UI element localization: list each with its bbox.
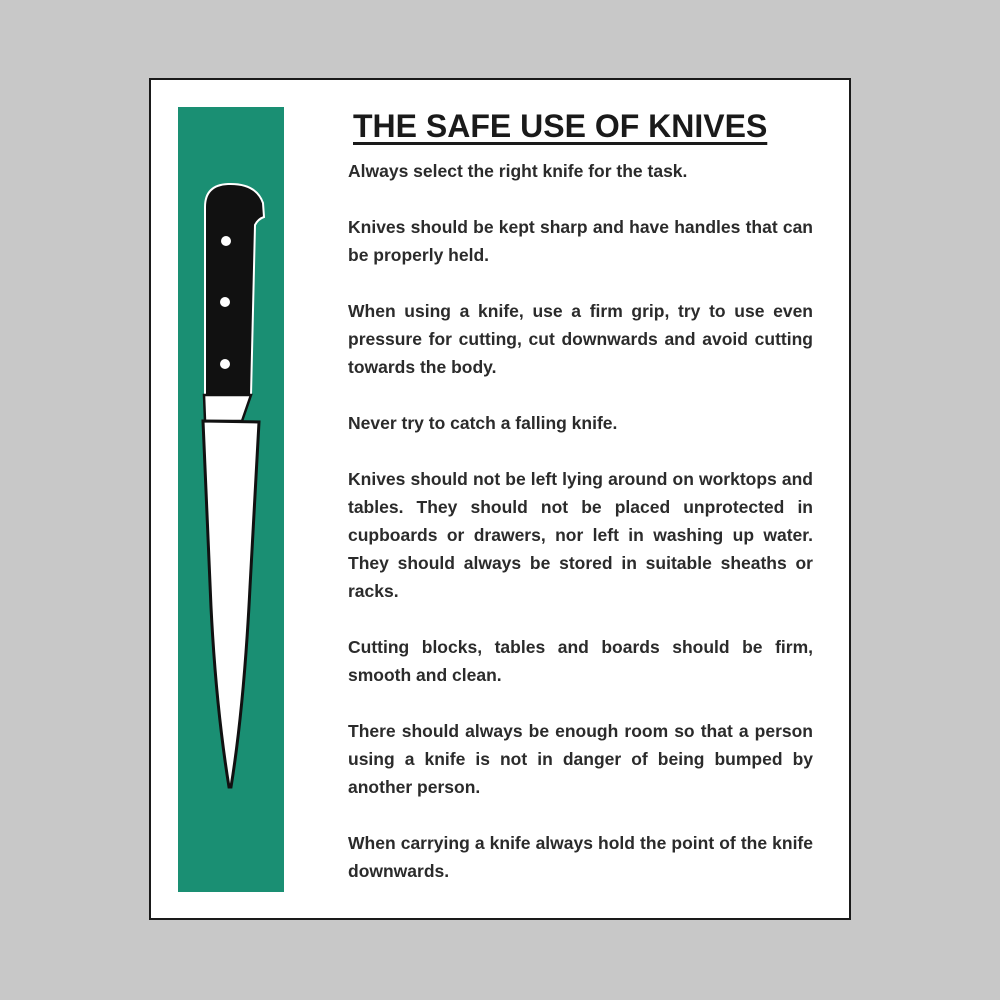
rule-item: There should always be enough room so that a person using a knife is not in danger of being bumped by another person. (348, 721, 813, 797)
rule-item: Cutting blocks, tables and boards should be firm, smooth and clean. (348, 637, 813, 685)
rules-list (348, 157, 813, 885)
handle-rivet (221, 236, 231, 246)
handle-rivet (220, 359, 230, 369)
rule-item: Always select the right knife for the task. (348, 161, 688, 181)
rule-item: Never try to catch a falling knife. (348, 413, 618, 433)
rule-item: Knives should be kept sharp and have handles that can be properly held. (348, 217, 813, 265)
rule-item: Knives should not be left lying around on worktops and tables. They should not be placed unprotected in cupboards or drawers, nor left in washing up water. They should always be stored in suitable sheaths or racks. (348, 469, 813, 601)
rule-item: When using a knife, use a firm grip, try to use even pressure for cutting, cut downwards and avoid cutting towards the body. (348, 301, 813, 377)
kitchen-knife-icon (178, 107, 284, 892)
knife-bolster (204, 395, 251, 421)
handle-rivet (220, 297, 230, 307)
sign-title: THE SAFE USE OF KNIVES (353, 108, 768, 144)
rule-item: When carrying a knife always hold the point of the knife downwards. (348, 833, 813, 881)
sign-content (348, 106, 813, 913)
green-side-strip (178, 107, 284, 892)
safety-sign (149, 78, 851, 920)
